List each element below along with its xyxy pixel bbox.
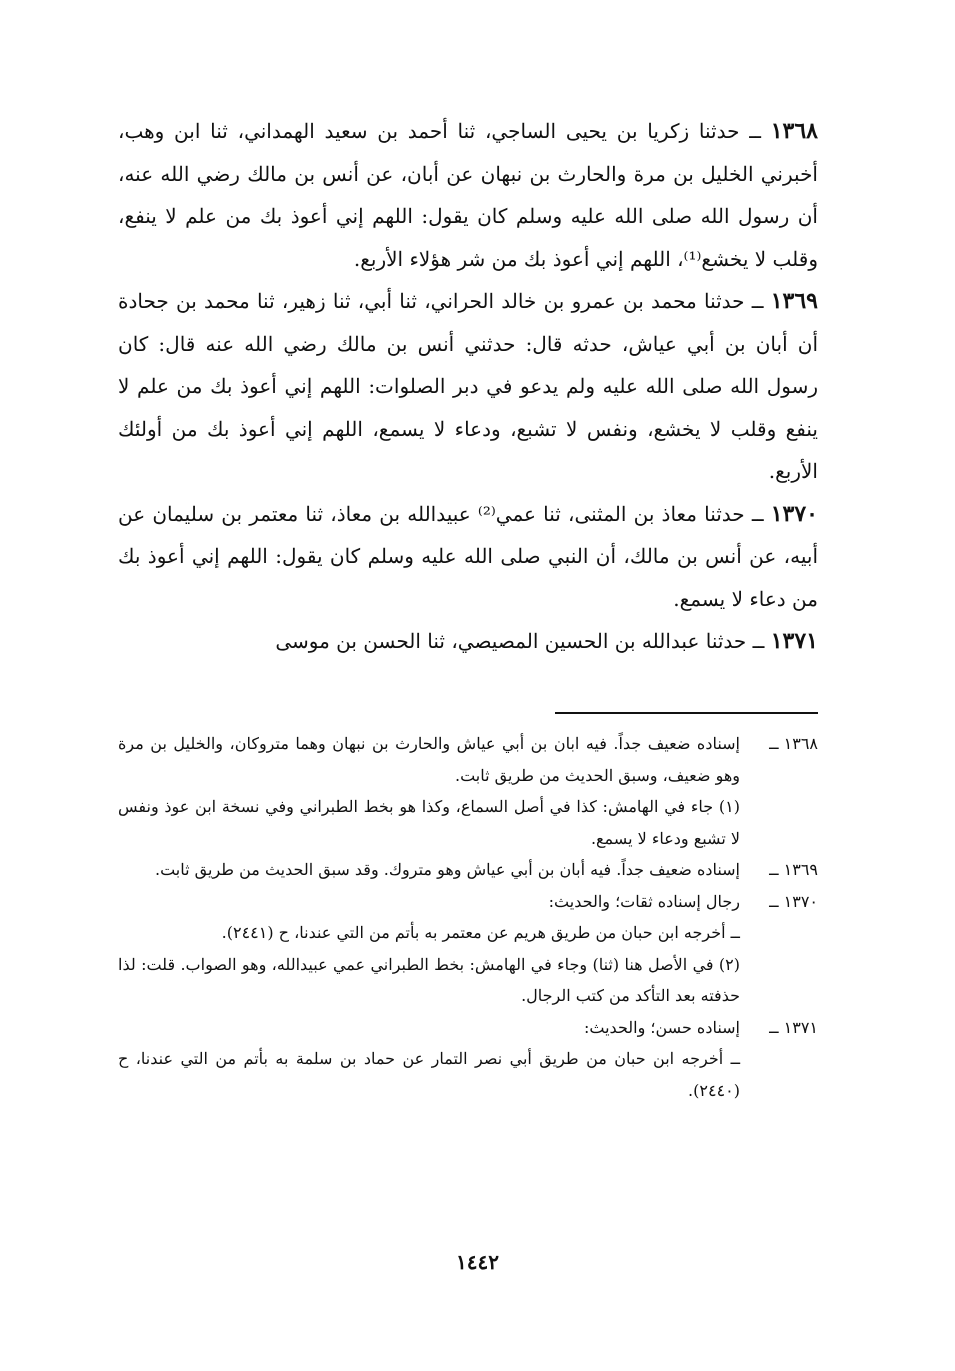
footnote-number bbox=[740, 949, 818, 1012]
footnote-1368-margin-1 bbox=[118, 791, 818, 854]
hadith-text: حدثنا معاذ بن المثنى، ثنا عمي⁽²⁾ عبيدالله بن معاذ، ثنا معتمر بن سليمان عن أبيه، عن أنس بن مالك، أن النبي صلى الله عليه وسلم كان يقول: اللهم إني أعوذ بك من دعاء لا يسمع. bbox=[118, 501, 818, 611]
footnote-number: ١٣٦٨ ــ bbox=[769, 734, 818, 753]
page-number: ١٤٤٢ bbox=[456, 1250, 499, 1274]
footnote-text: إسناده حسن؛ والحديث: bbox=[584, 1017, 740, 1037]
footnote-1370-source bbox=[118, 917, 818, 949]
footnote-number: ١٣٧٠ ــ bbox=[769, 891, 818, 911]
footnote-number bbox=[740, 1043, 818, 1106]
footnote-text: (٢) في الأصل هنا (ثنا) وجاء في الهامش: بخط الطبراني عمي عبيدالله، وهو الصواب. قلت: لذا حذفته بعد التأكد من كتب الرجال. bbox=[118, 954, 740, 1005]
footnotes bbox=[118, 728, 818, 1106]
hadith-text: حدثنا زكريا بن يحيى الساجي، ثنا أحمد بن سعيد الهمداني، ثنا ابن وهب، أخبرني الخليل بن مرة والحارث بن نبهان عن أبان، عن أنس بن مالك رضي الله عنه، أن رسول الله صلى الله عليه وسلم كان يقول: اللهم إني أعوذ بك من علم لا ينفع، وقلب لا يخشع⁽¹⁾، اللهم إني أعوذ بك من شر هؤلاء الأربع. bbox=[118, 119, 818, 271]
footnote-text: إسناده ضعيف جداً. فيه أبان بن أبي عياش وهو متروك. وقد سبق الحديث من طريق ثابت. bbox=[155, 860, 740, 879]
footnote-separator bbox=[555, 712, 818, 714]
hadith-dash: ــ bbox=[746, 629, 771, 653]
footnote-1369 bbox=[118, 854, 818, 886]
hadith-text: حدثنا محمد بن عمرو بن خالد الحراني، ثنا أبي، ثنا زهير، ثنا محمد بن جحادة أن أبان بن أبي عياش، حدثه قال: حدثني أنس بن مالك رضي الله عنه قال: كان رسول الله صلى الله عليه ولم يدعو في دبر الصلوات: اللهم إني أعوذ بك من علم لا ينفع وقلب لا يخشع، ونفس لا تشبع، ودعاء لا يسمع، اللهم إني أعوذ بك من أولئك الأربع. bbox=[118, 289, 818, 483]
footnote-1368 bbox=[118, 728, 818, 791]
footnote-1370 bbox=[118, 886, 818, 918]
footnote-text: رجال إسناده ثقات؛ والحديث: bbox=[548, 891, 740, 911]
hadith-1368 bbox=[118, 110, 818, 280]
hadith-dash: ــ bbox=[744, 289, 771, 313]
hadith-1369 bbox=[118, 280, 818, 493]
hadith-dash: ــ bbox=[744, 501, 771, 526]
hadith-dash: ــ bbox=[739, 119, 771, 143]
hadith-number: ١٣٦٩ bbox=[770, 288, 818, 314]
hadith-number: ١٣٧١ bbox=[770, 628, 818, 654]
footnote-1371 bbox=[118, 1012, 818, 1044]
footnote-1371-source bbox=[118, 1043, 818, 1106]
hadith-1371 bbox=[118, 620, 818, 663]
hadith-number: ١٣٧٠ bbox=[770, 500, 818, 527]
hadith-1370 bbox=[118, 493, 818, 621]
footnote-number bbox=[740, 917, 818, 949]
footnote-number: ١٣٦٩ ــ bbox=[769, 860, 818, 879]
footnote-1370-margin-2 bbox=[118, 949, 818, 1012]
main-text bbox=[118, 110, 818, 663]
footnote-number bbox=[740, 791, 818, 854]
footnote-text: ــ أخرجه ابن حبان من طريق هريم عن معتمر به بأتم من التي عندنا، ح (٢٤٤١). bbox=[221, 923, 740, 942]
footnote-text: (١) جاء في الهامش: كذا في أصل السماع، وكذا هو بخط الطبراني وفي نسخة ابن عوذ ونفس لا تشبع ودعاء لا يسمع. bbox=[118, 797, 740, 848]
footnote-text: ــ أخرجه ابن حبان من طريق أبي نصر التمار عن حماد بن سلمة به بأتم من التي عندنا، ح (٢٤٤٠). bbox=[118, 1049, 740, 1100]
hadith-text: حدثنا عبدالله بن الحسين المصيصي، ثنا الحسن بن موسى bbox=[275, 629, 747, 653]
hadith-number: ١٣٦٨ bbox=[770, 118, 818, 144]
footnote-text: إسناده ضعيف جداً. فيه ابان بن أبي عياش والحارث بن نبهان وهما متروكان، والخليل بن مرة وهو ضعيف، وسبق الحديث من طريق ثابت. bbox=[118, 734, 740, 785]
footnote-number: ١٣٧١ ــ bbox=[769, 1017, 818, 1037]
